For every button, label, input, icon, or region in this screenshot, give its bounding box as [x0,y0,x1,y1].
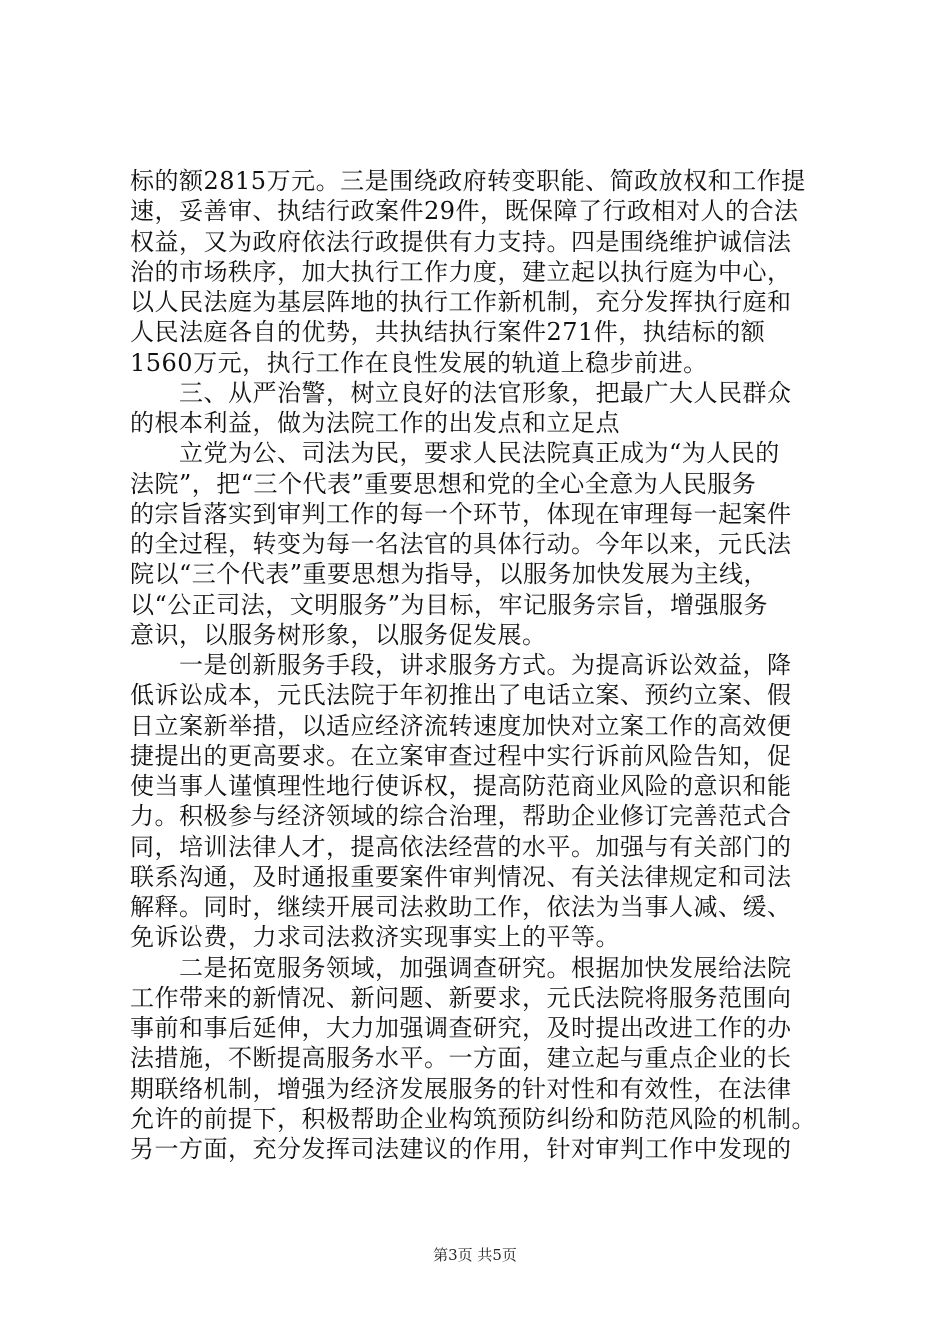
text-line: 事前和事后延伸，大力加强调查研究，及时提出改进工作的办 [130,1014,792,1042]
text-line: 意识，以服务树形象，以服务促发展。 [130,620,547,649]
body-text [130,166,830,1164]
text-line: 以“公正司法，文明服务”为目标，牢记服务宗旨，增强服务 [130,590,769,619]
text-line: 治的市场秩序，加大执行工作力度，建立起以执行庭为中心， [130,257,792,286]
text-line: 允许的前提下，积极帮助企业构筑预防纠纷和防范风险的机制。 [130,1104,816,1133]
text-line: 使当事人谨慎理性地行使诉权，提高防范商业风险的意识和能 [130,772,792,800]
text-line: 速，妥善审、执结行政案件29件，既保障了行政相对人的合法 [130,197,799,226]
text-line: 二是拓宽服务领域，加强调查研究。根据加快发展给法院 [130,953,792,982]
text-line: 人民法庭各自的优势，共执结执行案件271件，执结标的额 [130,318,766,347]
text-line: 权益，又为政府依法行政提供有力支持。四是围绕维护诚信法 [130,227,792,256]
text-line: 法院”，把“三个代表”重要思想和党的全心全意为人民服务 [130,469,757,498]
text-line: 以人民法庭为基层阵地的执行工作新机制，充分发挥执行庭和 [130,288,792,316]
text-line: 日立案新举措，以适应经济流转速度加快对立案工作的高效便 [130,711,792,740]
text-line: 期联络机制，增强为经济发展服务的针对性和有效性，在法律 [130,1074,792,1103]
page-footer: 第3页 共5页 [433,1246,517,1264]
text-line: 力。积极参与经济领域的综合治理，帮助企业修订完善范式合 [130,802,792,831]
text-line: 的全过程，转变为每一名法官的具体行动。今年以来，元氏法 [130,530,792,558]
text-line: 1560万元，执行工作在良性发展的轨道上稳步前进。 [130,348,708,377]
text-line: 同，培训法律人才，提高依法经营的水平。加强与有关部门的 [130,832,792,861]
text-line: 一是创新服务手段，讲求服务方式。为提高诉讼效益，降 [130,651,792,679]
text-line: 的宗旨落实到审判工作的每一个环节，体现在审理每一起案件 [130,499,792,528]
text-line: 标的额2815万元。三是围绕政府转变职能、简政放权和工作提 [130,167,806,195]
text-line: 三、从严治警，树立良好的法官形象，把最广大人民群众 [130,378,792,407]
text-line: 低诉讼成本，元氏法院于年初推出了电话立案、预约立案、假 [130,681,792,710]
text-line: 免诉讼费，力求司法救济实现事实上的平等。 [130,923,620,952]
text-line: 联系沟通，及时通报重要案件审判情况、有关法律规定和司法 [130,862,792,891]
text-line: 院以“三个代表”重要思想为指导，以服务加快发展为主线， [130,560,769,589]
text-line: 法措施，不断提高服务水平。一方面，建立起与重点企业的长 [130,1044,792,1073]
text-line: 另一方面，充分发挥司法建议的作用，针对审判工作中发现的 [130,1135,792,1163]
text-line: 解释。同时，继续开展司法救助工作，依法为当事人减、缓、 [130,893,792,921]
text-line: 捷提出的更高要求。在立案审查过程中实行诉前风险告知，促 [130,741,792,770]
text-line: 立党为公、司法为民，要求人民法院真正成为“为人民的 [130,439,780,468]
text-line: 工作带来的新情况、新问题、新要求，元氏法院将服务范围向 [130,983,792,1012]
text-line: 的根本利益，做为法院工作的出发点和立足点 [130,409,620,437]
